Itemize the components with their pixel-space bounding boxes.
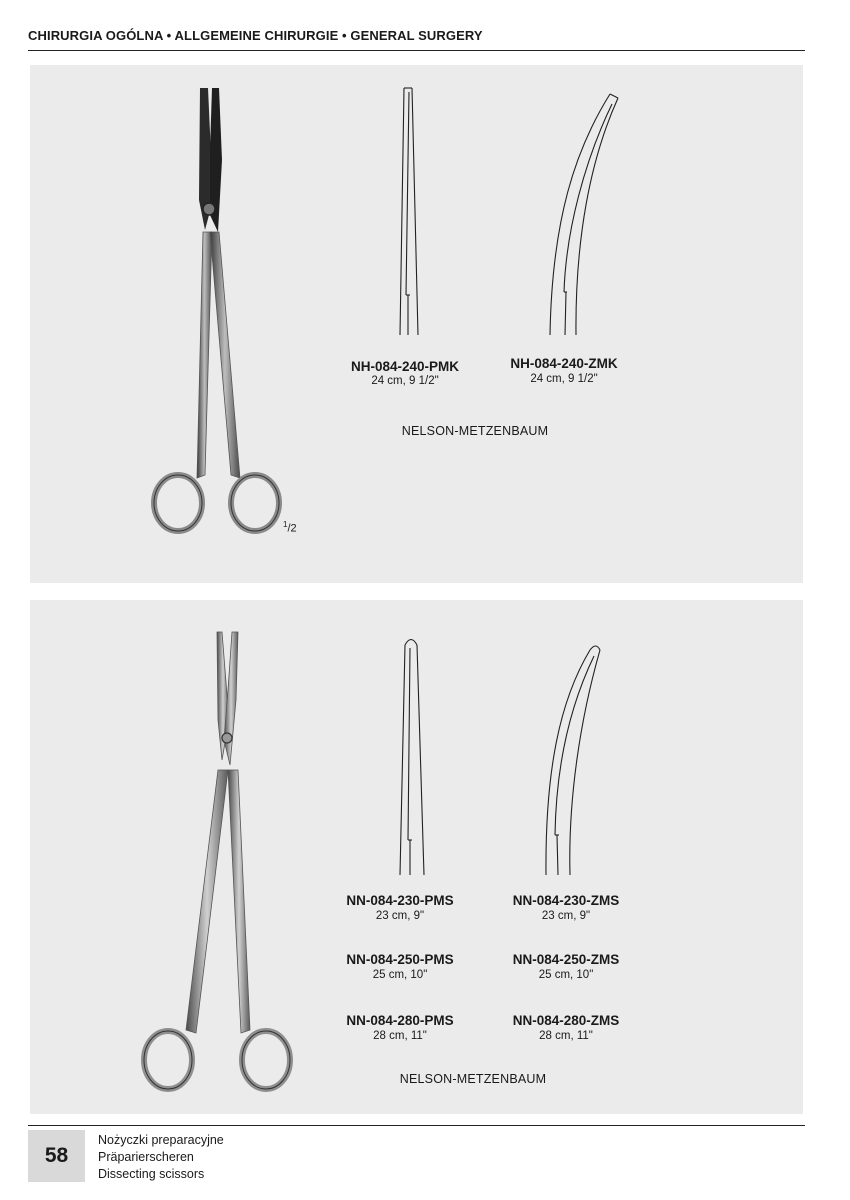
page-number-box bbox=[28, 1130, 85, 1182]
product-size: 24 cm, 9 1/2" bbox=[371, 375, 439, 387]
scale-denominator: /2 bbox=[287, 522, 297, 535]
product-code: NH-084-240-ZMK bbox=[510, 356, 618, 371]
product-code: NN-084-280-ZMS bbox=[512, 1013, 620, 1028]
straight-blade-drawing bbox=[400, 640, 424, 876]
product-size: 25 cm, 10" bbox=[538, 969, 594, 981]
product-size: 24 cm, 9 1/2" bbox=[530, 373, 598, 385]
product-code: NN-084-230-ZMS bbox=[512, 893, 620, 908]
product-size: 25 cm, 10" bbox=[372, 969, 428, 981]
product-code: NN-084-250-ZMS bbox=[512, 952, 620, 967]
product-code: NN-084-280-PMS bbox=[346, 1013, 454, 1028]
curved-blade-drawing bbox=[546, 646, 600, 875]
footer-rule bbox=[28, 1125, 805, 1126]
product-size: 28 cm, 11" bbox=[373, 1030, 427, 1042]
caption-polish: Nożyczki preparacyjne bbox=[98, 1133, 224, 1147]
product-code: NH-084-240-PMK bbox=[350, 359, 460, 374]
caption-english: Dissecting scissors bbox=[98, 1167, 205, 1181]
product-size: 23 cm, 9" bbox=[541, 910, 591, 922]
product-family-name: NELSON-METZENBAUM bbox=[401, 424, 549, 438]
page-number: 58 bbox=[44, 1144, 69, 1167]
page-header-title: CHIRURGIA OGÓLNA • ALLGEMEINE CHIRURGIE • GENERAL SURGERY bbox=[28, 28, 483, 43]
product-code: NN-084-250-PMS bbox=[346, 952, 454, 967]
product-size: 28 cm, 11" bbox=[539, 1030, 593, 1042]
caption-german: Präparierscheren bbox=[98, 1150, 194, 1164]
product-family-name: NELSON-METZENBAUM bbox=[399, 1072, 547, 1086]
scale-numerator: 1 bbox=[283, 520, 288, 529]
product-size: 23 cm, 9" bbox=[375, 910, 425, 922]
product-code: NN-084-230-PMS bbox=[346, 893, 454, 908]
